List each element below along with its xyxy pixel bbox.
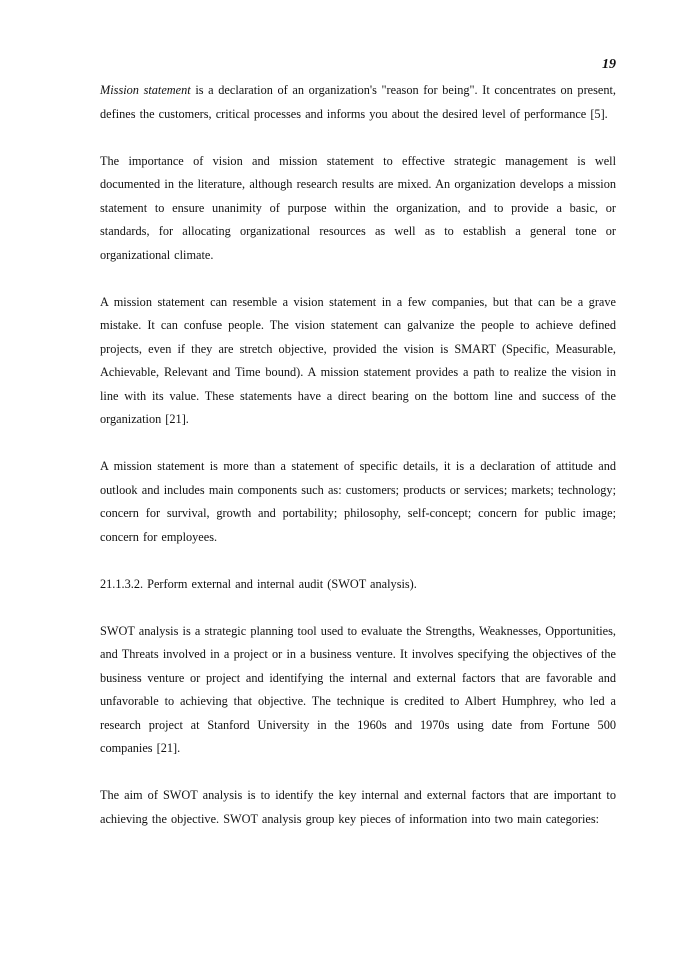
paragraph-resemble: A mission statement can resemble a vision statement in a few companies, but that can be a grave mistake. It can confuse people. The vision statement can galvanize the people to achieve defined projects, even if they are stretch objective, provided the vision is SMART (Specific, Measurable, Achievable, Relevant and Time bound). A mission statement provides a path to realize the vision in line with its value. These statements have a direct bearing on the bottom line and success of the organization [21]. bbox=[100, 294, 616, 426]
section-heading: 21.1.3.2. Perform external and internal audit (SWOT analysis). bbox=[100, 576, 417, 591]
body-text bbox=[100, 79, 616, 855]
page-number: 19 bbox=[602, 57, 616, 72]
paragraph-importance: The importance of vision and mission statement to effective strategic management is well documented in the literature, although research results are mixed. An organization develops a mission statement to ensure unanimity of purpose within the organization, and to provide a basic, or standards, for allocating organizational resources as well as to establish a general tone or organizational climate. bbox=[100, 153, 616, 262]
paragraph-swot-aim: The aim of SWOT analysis is to identify the key internal and external factors that are important to achieving the objective. SWOT analysis group key pieces of information into two main categories: bbox=[100, 788, 616, 826]
paragraph-components: A mission statement is more than a statement of specific details, it is a declaration of attitude and outlook and includes main components such as: customers; products or services; markets; technology; concern for survival, growth and portability; philosophy, self-concept; concern for public image; concern for employees. bbox=[100, 459, 616, 544]
paragraph-swot-intro: SWOT analysis is a strategic planning tool used to evaluate the Strengths, Weaknesses, Opportunities, and Threats involved in a project or in a business venture. It involves specifying the objectives of the business venture or project and identifying the internal and external factors that are favorable and unfavorable to achieving that objective. The technique is credited to Albert Humphrey, who led a research project at Stanford University in the 1960s and 1970s using date from Fortune 500 companies [21]. bbox=[100, 623, 616, 755]
mission-statement-term: Mission statement bbox=[100, 83, 191, 97]
paragraph-mission-definition bbox=[100, 79, 616, 126]
mission-statement-definition: is a declaration of an organization's "reason for being". It concentrates on present, defines the customers, critical processes and informs you about the desired level of performance [5]. bbox=[100, 83, 616, 121]
